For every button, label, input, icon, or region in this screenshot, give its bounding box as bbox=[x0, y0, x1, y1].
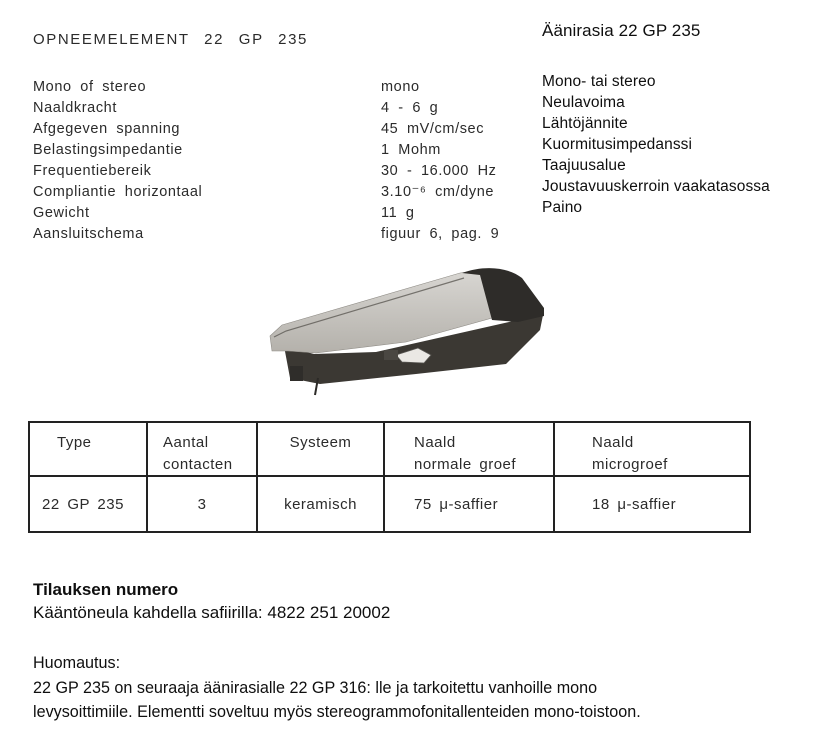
spec-list-fi bbox=[542, 71, 770, 218]
spec-label-fi: Kuormitusimpedanssi bbox=[542, 136, 693, 153]
spec-label-fi: Neulavoima bbox=[542, 94, 625, 111]
spec-label: Aansluitschema bbox=[33, 226, 144, 242]
spec-row bbox=[33, 98, 499, 119]
spec-label: Afgegeven spanning bbox=[33, 121, 181, 137]
spec-label: Naaldkracht bbox=[33, 100, 117, 116]
photo-foot-shape bbox=[290, 366, 303, 381]
table-cell-type: 22 GP 235 bbox=[42, 495, 124, 513]
spec-row bbox=[33, 161, 499, 182]
table-header-stylus-normal: Naald normale groef bbox=[383, 423, 553, 477]
table-cell-system: keramisch bbox=[256, 477, 383, 531]
spec-value: mono bbox=[381, 79, 420, 95]
spec-table bbox=[28, 421, 751, 533]
spec-row bbox=[33, 203, 499, 224]
table-header-stylus-micro: Naald microgroef bbox=[553, 423, 749, 477]
remark-block bbox=[33, 651, 673, 725]
photo-stylus-notch bbox=[384, 350, 398, 360]
remark-heading: Huomautus: bbox=[33, 653, 121, 672]
spec-label-fi: Joustavuuskerroin vaakatasossa bbox=[542, 178, 770, 195]
spec-label-fi: Taajuusalue bbox=[542, 157, 626, 174]
spec-label-fi: Lähtöjännite bbox=[542, 115, 628, 132]
spec-label: Compliantie horizontaal bbox=[33, 184, 203, 200]
spec-value: 30 - 16.000 Hz bbox=[381, 163, 497, 179]
spec-value: 3.10⁻⁶ cm/dyne bbox=[381, 184, 495, 200]
page-title: OPNEEMELEMENT 22 GP 235 bbox=[33, 31, 309, 48]
remark-line: levysoittimiile. Elementti soveltuu myös stereogrammofonitallenteiden mono-toistoon. bbox=[33, 702, 641, 721]
cartridge-photo bbox=[256, 258, 556, 408]
table-cell-contacts: 3 bbox=[146, 477, 256, 531]
page-title-translated: Äänirasia 22 GP 235 bbox=[542, 21, 701, 40]
spec-label: Frequentiebereik bbox=[33, 163, 152, 179]
spec-row bbox=[33, 140, 499, 161]
table-header-type: Type bbox=[30, 423, 146, 477]
table-cell-stylus-normal: 75 μ-saffier bbox=[383, 477, 553, 531]
spec-value: 45 mV/cm/sec bbox=[381, 121, 485, 137]
spec-label: Belastingsimpedantie bbox=[33, 142, 183, 158]
table-header-contacts: Aantal contacten bbox=[146, 423, 256, 477]
spec-label: Gewicht bbox=[33, 205, 90, 221]
spec-row bbox=[33, 77, 499, 98]
spec-value: 4 - 6 g bbox=[381, 100, 439, 116]
spec-row bbox=[33, 119, 499, 140]
remark-line: 22 GP 235 on seuraaja äänirasialle 22 GP 316: lle ja tarkoitettu vanhoille mono bbox=[33, 677, 598, 697]
spec-value: 1 Mohm bbox=[381, 142, 441, 158]
spec-list-nl bbox=[33, 77, 499, 245]
order-number-line: Kääntöneula kahdella safiirilla: 4822 251 20002 bbox=[33, 603, 391, 622]
spec-value: 11 g bbox=[381, 205, 415, 221]
table-header-system: Systeem bbox=[256, 423, 383, 477]
spec-label-fi: Mono- tai stereo bbox=[542, 73, 656, 90]
spec-row bbox=[33, 224, 499, 245]
table-cell-stylus-micro: 18 μ-saffier bbox=[553, 477, 749, 531]
spec-value: figuur 6, pag. 9 bbox=[381, 226, 500, 242]
spec-label-fi: Paino bbox=[542, 199, 583, 216]
order-number-heading: Tilauksen numero bbox=[33, 580, 179, 599]
spec-row bbox=[33, 182, 499, 203]
spec-label: Mono of stereo bbox=[33, 79, 147, 95]
